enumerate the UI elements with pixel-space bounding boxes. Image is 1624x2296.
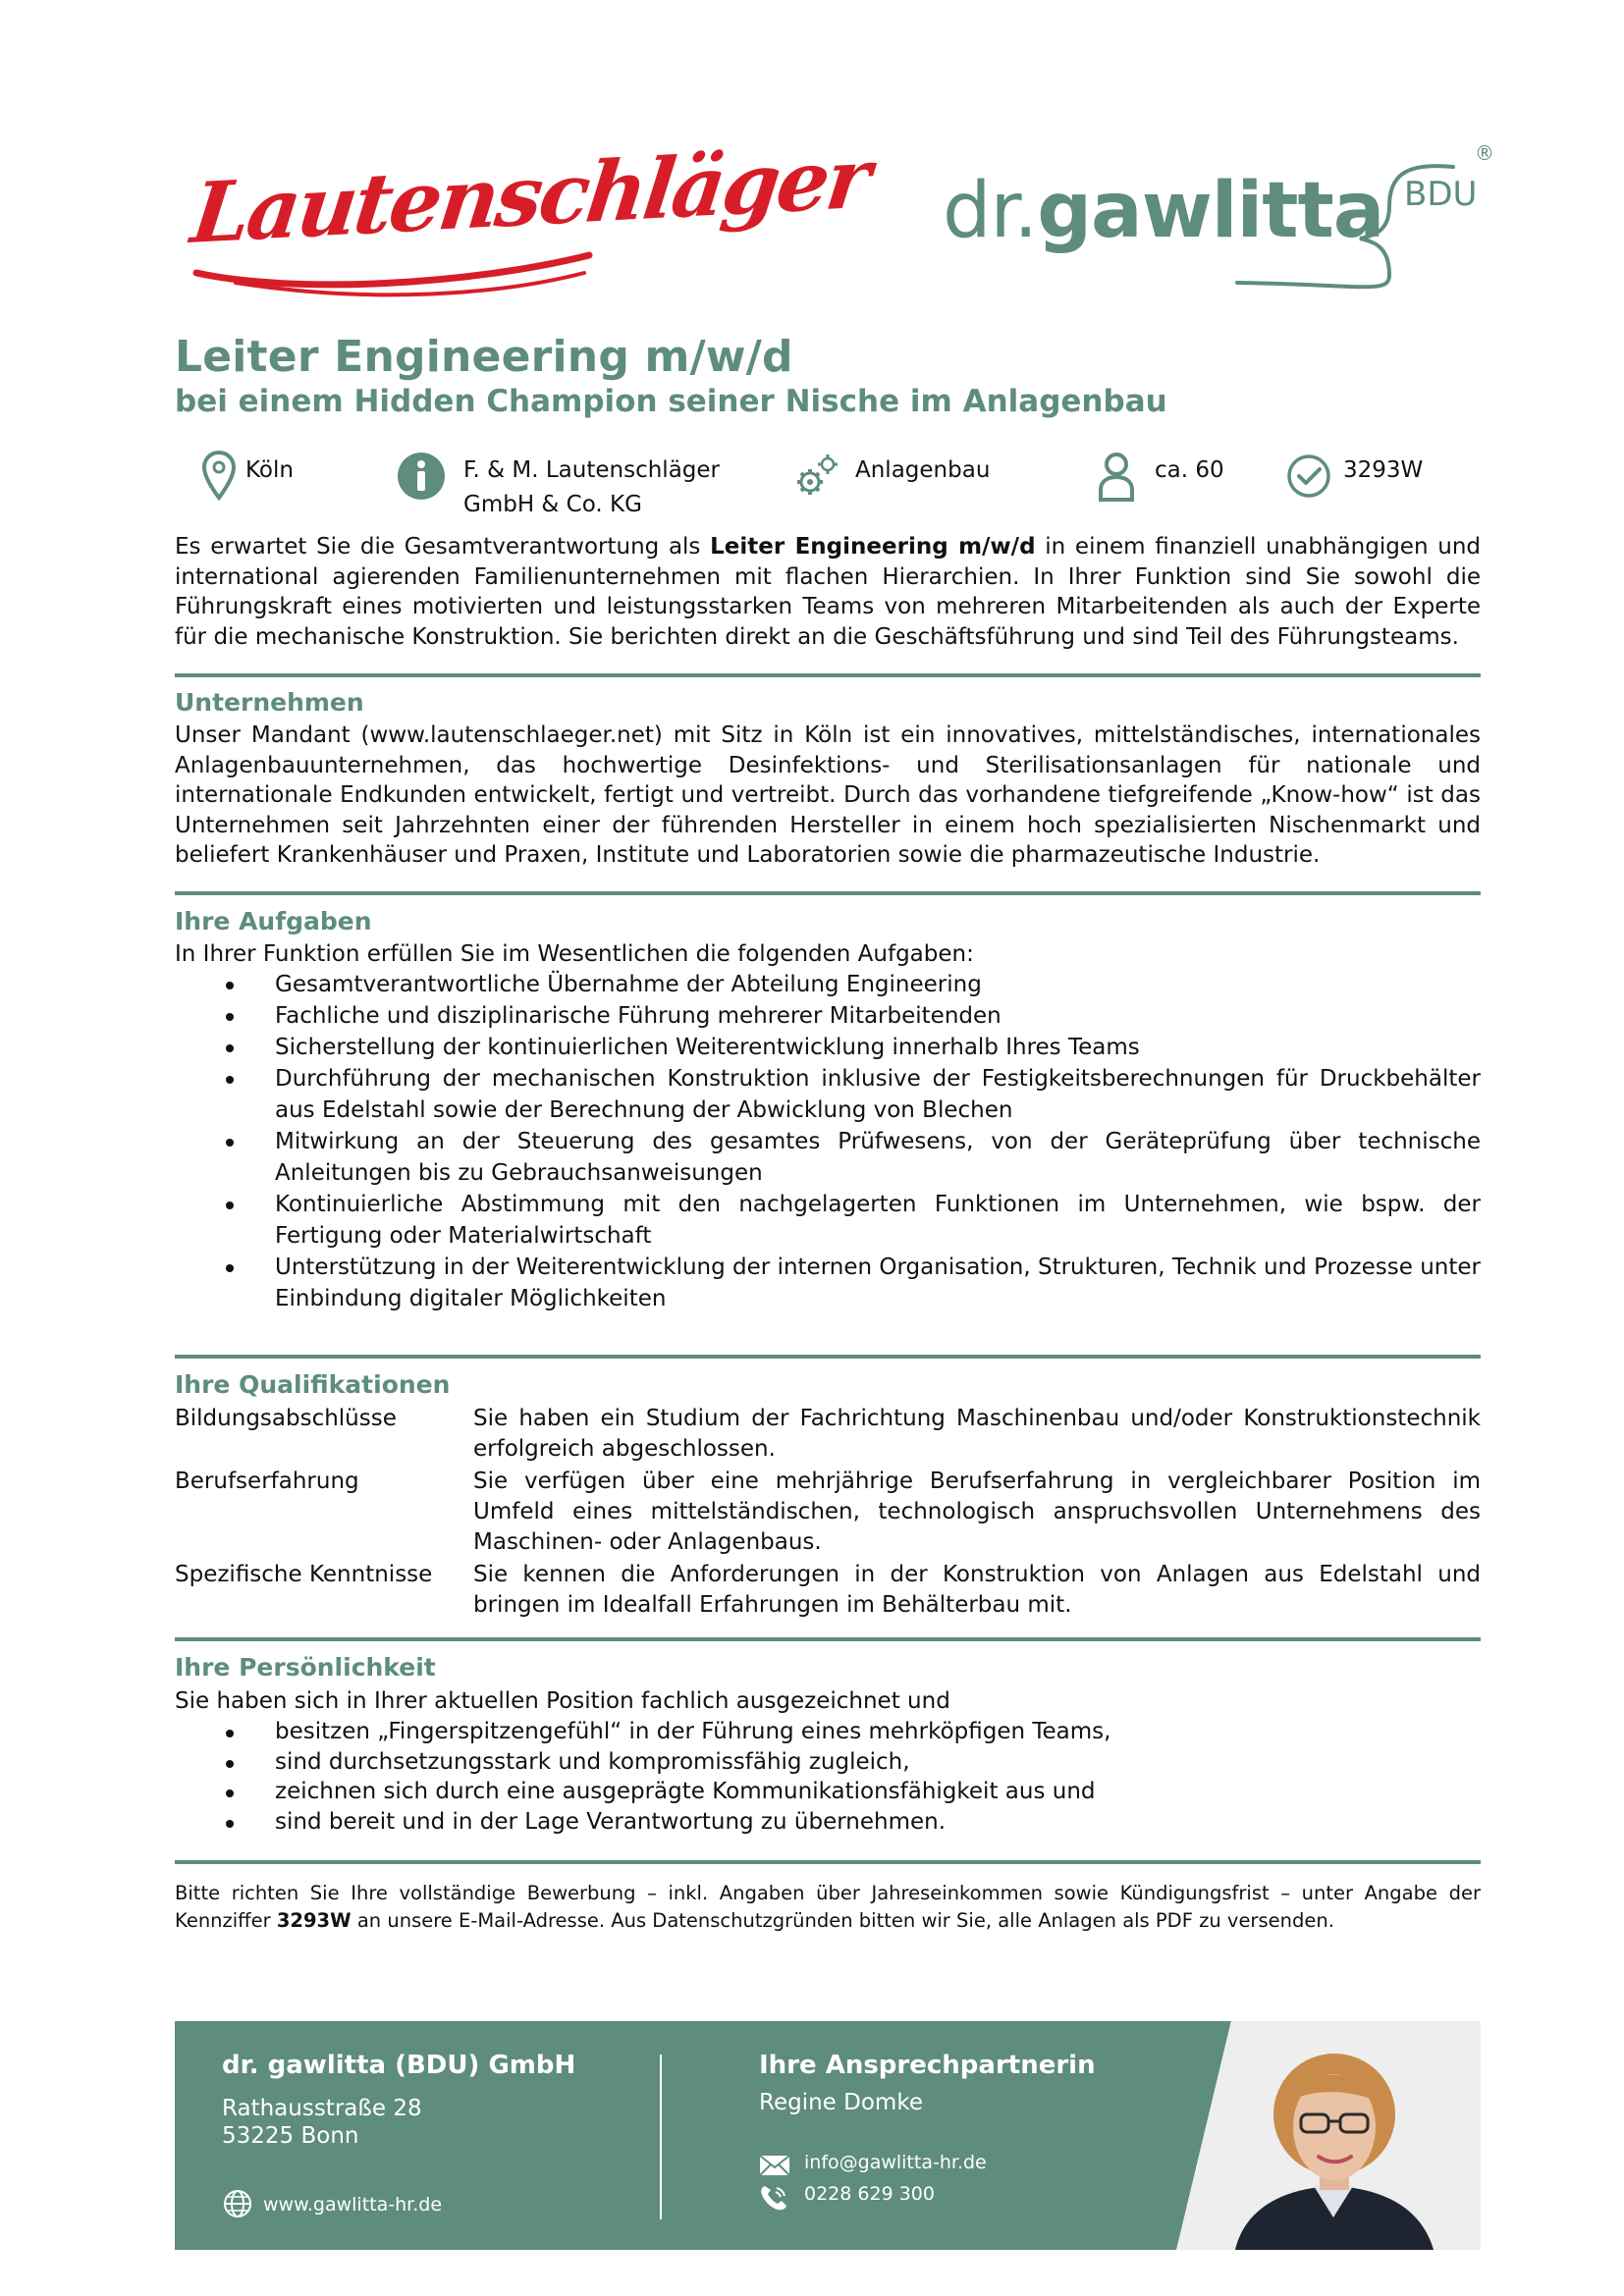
- list-item: Mitwirkung an der Steuerung des gesamtes Prüfwesens, von der Geräteprüfung über technische Anleitungen bis zu Gebrauchsanweisungen: [175, 1126, 1481, 1189]
- job-subtitle: bei einem Hidden Champion seiner Nische im Anlagenbau: [175, 384, 1167, 419]
- section-heading-unternehmen: Unternehmen: [175, 688, 364, 717]
- globe-icon: [222, 2188, 253, 2223]
- location-pin-icon: [192, 450, 245, 503]
- divider: [175, 1637, 1481, 1641]
- list-item: Gesamtverantwortliche Übernahme der Abteilung Engineering: [175, 969, 1481, 1000]
- fact-company: [395, 450, 720, 522]
- fact-location-text: Köln: [245, 457, 294, 483]
- person-icon: [1090, 450, 1143, 503]
- check-circle-icon: [1282, 450, 1335, 503]
- list-item: Unterstützung in der Weiterentwicklung der internen Organisation, Strukturen, Technik und Prozesse unter Einbindung digitaler Möglichkeiten: [175, 1252, 1481, 1314]
- client-logo-text: Lautenschläger: [187, 129, 874, 262]
- section-heading-aufgaben: Ihre Aufgaben: [175, 907, 372, 935]
- qualification-value: Sie verfügen über eine mehrjährige Berufserfahrung in vergleichbarer Position im Umfeld eines mittelständischen, technologisch anspruchsvollen Unternehmens des Maschinen- oder Anlagenbaus.: [473, 1468, 1481, 1555]
- footer-street: Rathausstraße 28: [222, 2096, 422, 2121]
- contact-portrait: [1176, 2021, 1481, 2250]
- qualification-row: [175, 1560, 1481, 1621]
- fact-reference: [1282, 450, 1423, 503]
- fact-employees-text: ca. 60: [1155, 457, 1224, 483]
- fact-location: [192, 450, 294, 503]
- aufgaben-list: [175, 969, 1481, 1314]
- fact-industry: [790, 450, 990, 503]
- list-item: zeichnen sich durch eine ausgeprägte Kommunikationsfähigkeit aus und: [175, 1777, 1481, 1807]
- mail-icon: [759, 2155, 790, 2180]
- list-item: sind bereit und in der Lage Verantwortung zu übernehmen.: [175, 1807, 1481, 1838]
- section-heading-persoenlichkeit: Ihre Persönlichkeit: [175, 1653, 436, 1682]
- application-note: Bitte richten Sie Ihre vollständige Bewerbung – inkl. Angaben über Jahreseinkommen sowie Kündigungsfrist – unter Angabe der Kennziffer 3293W an unsere E-Mail-Adresse. Aus Datenschutzgründen bitten wir Sie, alle Anlagen als PDF zu versenden.: [175, 1882, 1481, 1932]
- footer-email-link[interactable]: info@gawlitta-hr.de: [804, 2152, 987, 2173]
- intro-paragraph: Es erwartet Sie die Gesamtverantwortung als Leiter Engineering m/w/d in einem finanziell unabhängigen und international agierenden Familienunternehmen mit flachen Hierarchien. In Ihrer Funktion sind Sie sowohl die Führungskraft eines motivierten und leistungsstarken Teams von mehreren Mitarbeitenden als auch der Experte für die mechanische Konstruktion. Sie berichten direkt an die Geschäftsführung und sind Teil des Führungsteams.: [175, 534, 1481, 650]
- fact-company-line2: GmbH & Co. KG: [463, 492, 642, 517]
- qualification-value: Sie kennen die Anforderungen in der Konstruktion von Anlagen aus Edelstahl und bringen im Idealfall Erfahrungen im Behälterbau mit.: [473, 1562, 1481, 1618]
- client-logo: [177, 129, 874, 304]
- info-icon: [395, 450, 448, 503]
- agency-logo: [943, 137, 1492, 304]
- section-heading-qualifikationen: Ihre Qualifikationen: [175, 1370, 451, 1399]
- list-item: Fachliche und disziplinarische Führung mehrerer Mitarbeitenden: [175, 1000, 1481, 1032]
- divider: [175, 1355, 1481, 1359]
- qualification-label: Berufserfahrung: [175, 1468, 359, 1494]
- aufgaben-intro: In Ihrer Funktion erfüllen Sie im Wesentlichen die folgenden Aufgaben:: [175, 941, 974, 967]
- agency-logo-text: dr.gawlitta: [943, 167, 1384, 255]
- qualification-label: Bildungsabschlüsse: [175, 1406, 397, 1431]
- footer-phone-link[interactable]: 0228 629 300: [804, 2183, 935, 2205]
- qualification-value: Sie haben ein Studium der Fachrichtung Maschinenbau und/oder Konstruktionstechnik erfolgreich abgeschlossen.: [473, 1406, 1481, 1462]
- footer-contact-heading: Ihre Ansprechpartnerin: [759, 2051, 1096, 2080]
- footer-city: 53225 Bonn: [222, 2123, 359, 2149]
- footer-website-link[interactable]: www.gawlitta-hr.de: [263, 2194, 443, 2216]
- list-item: Kontinuierliche Abstimmung mit den nachgelagerten Funktionen im Unternehmen, wie bspw. der Fertigung oder Materialwirtschaft: [175, 1189, 1481, 1252]
- divider: [175, 1860, 1481, 1864]
- footer-company-name: dr. gawlitta (BDU) GmbH: [222, 2051, 576, 2080]
- divider: [175, 673, 1481, 677]
- unternehmen-text: Unser Mandant (www.lautenschlaeger.net) mit Sitz in Köln ist ein innovatives, mittelständisches, internationales Anlagenbauunternehmen, das hochwertige Desinfektions- und Sterilisationsanlagen für nationale und internationale Endkunden entwickelt, fertigt und vertreibt. Durch das vorhandene tiefgreifende „Know-how“ ist das Unternehmen seit Jahrzehnten einer der führenden Hersteller in einem hoch spezialisierten Nischenmarkt und beliefert Krankenhäuser und Praxen, Institute und Laboratorien sowie die pharmazeutische Industrie.: [175, 722, 1481, 868]
- footer-banner: [175, 2021, 1481, 2250]
- list-item: Sicherstellung der kontinuierlichen Weiterentwicklung innerhalb Ihres Teams: [175, 1032, 1481, 1063]
- intro-position-name: Leiter Engineering m/w/d: [710, 534, 1036, 560]
- qualification-row: [175, 1467, 1481, 1558]
- divider: [175, 891, 1481, 895]
- phone-icon: [759, 2184, 788, 2216]
- fact-employees: [1090, 450, 1224, 503]
- reference-code: 3293W: [276, 1909, 352, 1932]
- fact-industry-text: Anlagenbau: [855, 457, 991, 483]
- qualification-row: [175, 1404, 1481, 1465]
- fact-reference-text: 3293W: [1343, 457, 1424, 483]
- gears-icon: [790, 450, 843, 503]
- footer-contact-name: Regine Domke: [759, 2090, 923, 2115]
- footer-divider: [660, 2055, 662, 2219]
- qualification-label: Spezifische Kenntnisse: [175, 1562, 433, 1587]
- persoenlichkeit-list: [175, 1717, 1481, 1837]
- registered-mark: ®: [1475, 141, 1494, 165]
- job-title: Leiter Engineering m/w/d: [175, 332, 793, 382]
- agency-logo-bdu: BDU: [1404, 175, 1478, 214]
- fact-company-line1: F. & M. Lautenschläger: [463, 457, 720, 483]
- list-item: Durchführung der mechanischen Konstruktion inklusive der Festigkeitsberechnungen für Druckbehälter aus Edelstahl sowie der Berechnung der Abwicklung von Blechen: [175, 1063, 1481, 1126]
- persoenlichkeit-intro: Sie haben sich in Ihrer aktuellen Position fachlich ausgezeichnet und: [175, 1688, 950, 1714]
- list-item: sind durchsetzungsstark und kompromissfähig zugleich,: [175, 1747, 1481, 1778]
- fact-company-text: [463, 454, 720, 522]
- list-item: besitzen „Fingerspitzengefühl“ in der Führung eines mehrköpfigen Teams,: [175, 1717, 1481, 1747]
